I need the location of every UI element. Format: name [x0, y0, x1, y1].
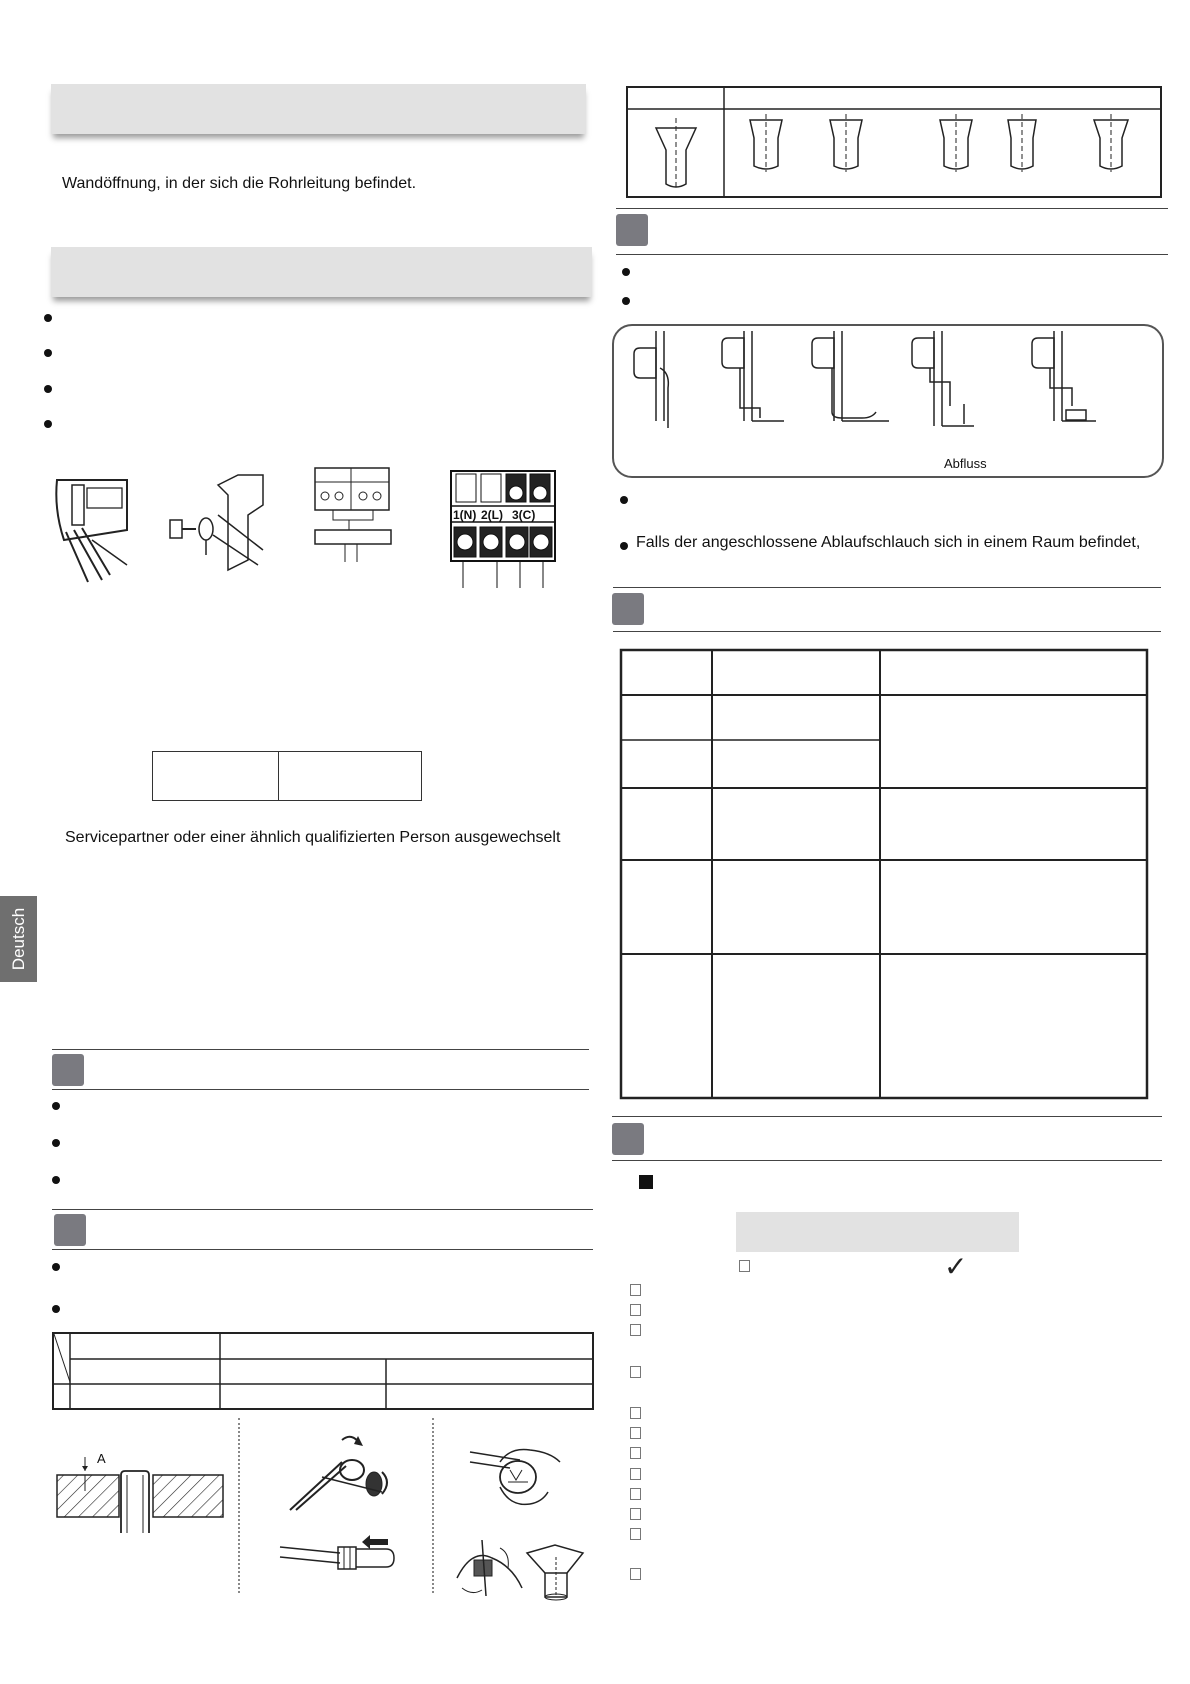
bullet — [52, 1263, 60, 1271]
divider — [52, 1049, 589, 1050]
divider — [612, 1116, 1162, 1117]
language-tab[interactable] — [0, 896, 37, 982]
checklist-checkbox[interactable] — [739, 1260, 750, 1272]
bullet — [52, 1305, 60, 1313]
dotted-separator — [432, 1418, 434, 1593]
bullet — [620, 496, 628, 504]
bullet — [622, 268, 630, 276]
section-header-bar-2 — [51, 247, 592, 297]
checklist-checkbox[interactable] — [630, 1488, 641, 1500]
terminal-screw-figure — [168, 475, 268, 570]
section-icon — [612, 593, 644, 625]
checklist-checkbox[interactable] — [630, 1284, 641, 1296]
pipe-cutter-figure — [282, 1432, 392, 1512]
service-partner-text: Servicepartner oder einer ähnlich qualifizierten Person ausgewechselt — [65, 829, 561, 846]
checklist-checkbox[interactable] — [630, 1366, 641, 1378]
checklist-checkbox[interactable] — [630, 1447, 641, 1459]
checklist-checkbox[interactable] — [630, 1568, 641, 1580]
drain-hose-text: Falls der angeschlossene Ablaufschlauch sich in einem Raum befindet, — [636, 534, 1141, 551]
checklist-checkbox[interactable] — [630, 1407, 641, 1419]
pipe-flare-nut-figure — [280, 1535, 395, 1580]
bullet — [52, 1176, 60, 1184]
bullet — [44, 349, 52, 357]
section-header-bar-1 — [51, 84, 586, 134]
fuse-spec-divider — [278, 752, 279, 800]
check-mark-icon: ✓ — [944, 1250, 968, 1283]
bullet — [52, 1102, 60, 1110]
bullet — [52, 1139, 60, 1147]
flare-shape-table — [626, 86, 1162, 198]
fuse-spec-table — [152, 751, 422, 801]
checklist-checkbox[interactable] — [630, 1427, 641, 1439]
divider — [52, 1209, 593, 1210]
terminal-label-2l: 2(L) — [481, 508, 503, 522]
bullet — [44, 314, 52, 322]
checklist-checkbox[interactable] — [630, 1468, 641, 1480]
indoor-unit-cable-figure — [52, 470, 132, 585]
divider — [52, 1089, 589, 1090]
checklist-checkbox[interactable] — [630, 1508, 641, 1520]
flare-label-a: A — [97, 1451, 106, 1466]
deburr-figure — [470, 1432, 565, 1512]
checklist-header-bar — [736, 1212, 1019, 1252]
divider — [612, 1160, 1162, 1161]
trouble-table — [620, 649, 1148, 1099]
bullet — [620, 542, 628, 550]
language-tab-label: Deutsch — [8, 907, 28, 971]
section-icon — [616, 214, 648, 246]
checklist-checkbox[interactable] — [630, 1528, 641, 1540]
bullet — [44, 420, 52, 428]
flare-cone-figure — [525, 1545, 587, 1600]
checklist-square-icon — [639, 1175, 653, 1189]
drain-hose-figure — [612, 324, 1164, 478]
bullet — [622, 297, 630, 305]
section-icon — [54, 1214, 86, 1246]
terminal-label-3c: 3(C) — [512, 508, 536, 522]
section-icon — [52, 1054, 84, 1086]
terminal-label-1n: 1(N) — [453, 508, 477, 522]
divider — [613, 631, 1161, 632]
flaring-tool-figure — [452, 1538, 527, 1598]
wall-opening-text: Wandöffnung, in der sich die Rohrleitung befindet. — [62, 175, 417, 192]
flare-depth-figure — [55, 1455, 225, 1535]
bullet — [44, 385, 52, 393]
drain-hose-drawings — [614, 326, 1162, 476]
flare-dimension-table — [52, 1332, 594, 1410]
divider — [52, 1249, 593, 1250]
section-icon — [612, 1123, 644, 1155]
divider — [616, 254, 1168, 255]
breaker-figure — [313, 466, 393, 566]
divider — [616, 208, 1168, 209]
dotted-separator — [238, 1418, 240, 1593]
checklist-checkbox[interactable] — [630, 1304, 641, 1316]
terminal-block-figure — [450, 470, 558, 588]
checklist-checkbox[interactable] — [630, 1324, 641, 1336]
divider — [613, 587, 1161, 588]
drain-label: Abfluss — [944, 456, 987, 471]
